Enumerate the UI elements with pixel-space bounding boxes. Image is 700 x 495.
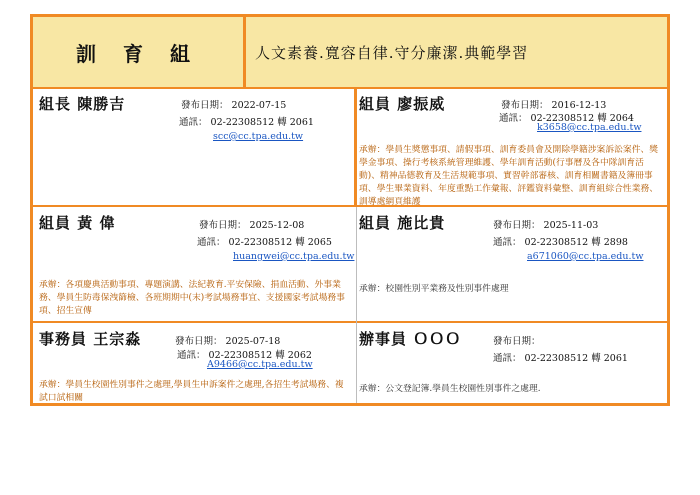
column-divider (354, 89, 357, 205)
duties-text: 承辦：校園性別平業務及性別事件處理 (359, 284, 509, 294)
column-divider (356, 207, 357, 403)
divider (33, 321, 667, 323)
email-link[interactable]: huangwei@cc.tpa.edu.tw (233, 251, 355, 262)
publish-date: 發布日期： 2022-07-15 (181, 100, 287, 111)
email-link[interactable]: A9466@cc.tpa.edu.tw (207, 359, 313, 370)
publish-date: 發布日期： (493, 336, 541, 347)
staff-name: 事務員 王宗淼 (39, 330, 142, 348)
publish-date: 發布日期： 2025-12-08 (199, 220, 305, 231)
phone: 通訊： 02-22308512 轉 2064 (499, 113, 634, 124)
publish-date: 發布日期： 2025-07-18 (175, 336, 281, 347)
email-link[interactable]: a671060@cc.tpa.edu.tw (527, 251, 644, 262)
unit-title: 訓 育 組 (33, 17, 246, 87)
staff-name: 組長 陳勝吉 (39, 95, 126, 113)
header-banner (33, 17, 667, 89)
phone: 通訊： 02-22308512 轉 2061 (179, 117, 314, 128)
duties-text: 承辦：學員生校園性別事件之處理,學員生申訴案件之處理,各招生考試場務、複試口試相關 (39, 380, 344, 403)
staff-name: 組員 黃 偉 (39, 214, 116, 232)
email-link[interactable]: k3658@cc.tpa.edu.tw (537, 122, 642, 133)
duties-text: 承辦：學員生獎懲事項、請假事項、訓育委員會及開除學籍涉案訴訟案件、獎學金事項、操行考核系統管理維護、學年訓育活動(行事曆及各中隊訓育活動)、精神品德教育及生活規範事項、實習幹部審核、訓育相關書籍及簿冊事項、學生畢業資料、年度重點工作彙報、評鑑資料彙整、訓育組綜合性業務、訓導處網頁維護 (359, 145, 659, 207)
phone: 通訊： 02-22308512 轉 2061 (493, 353, 628, 364)
staff-name: 辦事員 ＯＯＯ (359, 330, 462, 348)
duties-text: 承辦：各項慶典活動事項、專題演講、法紀教育.平安保險、捐血活動、外事業務、學員生防毒保洩篩檢、各班期期中(末)考試場務事宜、支援國家考試場務事項、招生宣傳 (39, 280, 345, 316)
duties-text: 承辦：公文登記簿.學員生校園性別事件之處理. (359, 384, 541, 394)
motto: 人文素養.寬容自律.守分廉潔.典範學習 (255, 43, 529, 62)
publish-date: 發布日期： 2025-11-03 (493, 220, 599, 231)
divider (33, 87, 667, 89)
phone: 通訊： 02-22308512 轉 2898 (493, 237, 628, 248)
staff-name: 組員 施比貴 (359, 214, 446, 232)
publish-date: 發布日期： 2016-12-13 (501, 100, 607, 111)
staff-directory-frame (30, 14, 670, 406)
staff-name: 組員 廖振威 (359, 95, 446, 113)
phone: 通訊： 02-22308512 轉 2062 (177, 350, 312, 361)
email-link[interactable]: scc@cc.tpa.edu.tw (213, 131, 304, 142)
phone: 通訊： 02-22308512 轉 2065 (197, 237, 332, 248)
